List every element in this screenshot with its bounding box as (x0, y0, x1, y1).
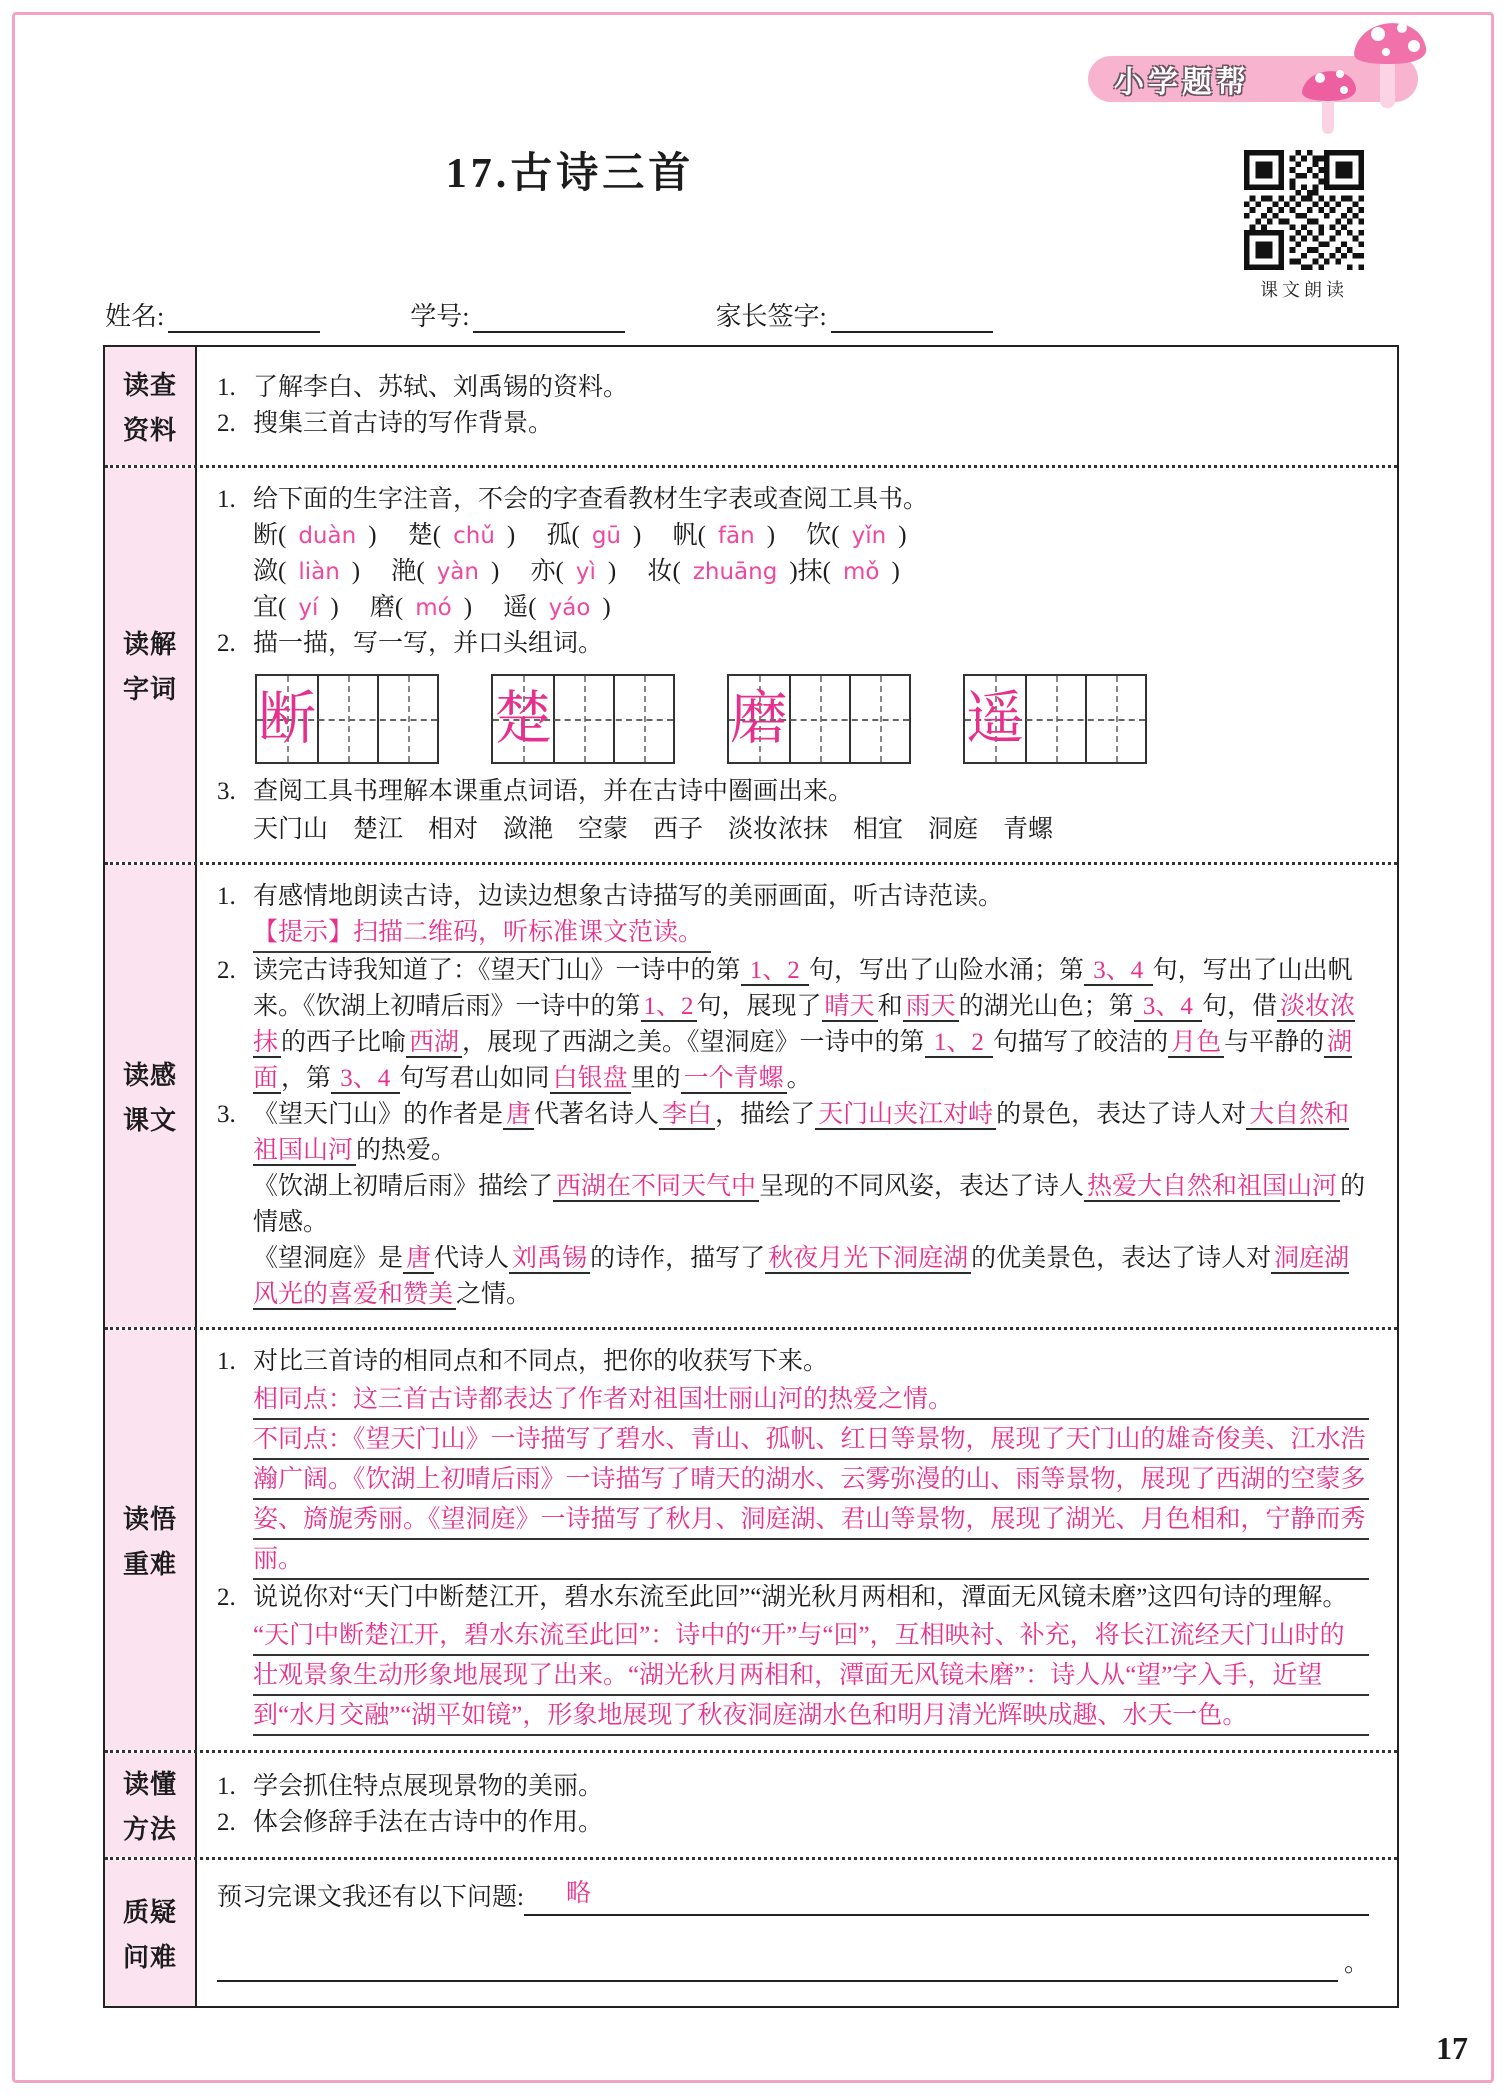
practice-cell[interactable] (493, 676, 553, 762)
list-item: 1. 有感情地朗读古诗，边读边想象古诗描写的美丽画面，听古诗范读。 【提示】扫描二维码，听标准课文范读。 (217, 879, 1369, 953)
row-label-questions: 质疑 问难 (105, 1860, 197, 2006)
name-field (105, 296, 320, 333)
row-read-words (105, 465, 1397, 862)
list-item: 2. 搜集三首古诗的写作背景。 (217, 410, 554, 437)
fill-in-paragraph: 《望天门山》的作者是 唐 代著名诗人 李白 ，描绘了 天门山夹江对峙 的景色，表达了诗人对 大自然和祖国山河 的热爱。 (253, 1101, 1350, 1164)
row-content-read-difficulties (197, 1330, 1397, 1750)
row-label-read-methods: 读懂 方法 (105, 1753, 197, 1857)
practice-grid (727, 674, 911, 764)
question-answer-line[interactable] (217, 1948, 1338, 1982)
practice-grid (491, 674, 675, 764)
practice-cell[interactable] (789, 676, 849, 762)
qr-block (1244, 150, 1364, 302)
row-read-difficulties (105, 1327, 1397, 1750)
pinyin-line: 潋( liàn ) 滟( yàn ) 亦( yì ) 妆( zhuāng )抹( mǒ ) (253, 558, 900, 585)
student-id-field (410, 296, 625, 333)
row-label-read-words: 读解 字词 (105, 468, 197, 862)
list-item: 2. 描一描，写一写，并口头组词。 断 楚 磨 遥 (217, 626, 1369, 774)
name-label: 姓名: (105, 302, 165, 331)
parent-sign-field (715, 296, 992, 333)
handwritten-answer: 不同点：《望天门山》一诗描写了碧水、青山、孤帆、红日等景物，展现了天门山的雄奇俊美、江水浩瀚广阔。《饮湖上初晴后雨》一诗描写了晴天的湖水、云雾弥漫的山、雨等景物，展现了西湖的空蒙多姿、旖旎秀丽。《望洞庭》一诗描写了秋月、洞庭湖、君山等景物，展现了湖光、月色相和，宁静而秀丽。 (253, 1420, 1369, 1580)
practice-cell[interactable] (613, 676, 673, 762)
list-item: 3. 《望天门山》的作者是 唐 代著名诗人 李白 ，描绘了 天门山夹江对峙 的景色，表达了诗人对 大自然和祖国山河 的热爱。 《饮湖上初晴后雨》描绘了 西湖在不同天气中 呈现的不同风姿，表达了诗人 热爱大自然和祖国山河 的情感。 《望洞庭》是 唐 代诗人 刘禹锡 的诗作，描写了 秋夜月光下洞庭湖 的优美景色，表达了诗人对 洞庭湖风光的喜爱和赞美 之情。 (217, 1097, 1369, 1313)
question-prompt: 预习完课文我还有以下问题: (217, 1884, 524, 1911)
student-id-input-line[interactable] (473, 301, 625, 333)
practice-cell[interactable] (849, 676, 909, 762)
row-content-read-research (197, 347, 1397, 465)
practice-cell[interactable] (1085, 676, 1145, 762)
row-read-methods (105, 1750, 1397, 1857)
page-number: 17 (1436, 2030, 1468, 2066)
key-words-list: 天门山 楚江 相对 潋滟 空蒙 西子 淡妆浓抹 相宜 洞庭 青螺 (253, 816, 1054, 843)
list-item: 2. 体会修辞手法在古诗中的作用。 (217, 1809, 604, 1836)
brand-logo-text: 小学题帮 (1114, 66, 1250, 99)
page-title: 17.古诗三首 (445, 151, 695, 197)
handwritten-answer: “天门中断楚江开，碧水东流至此回”：诗中的“开”与“回”，互相映衬、补充，将长江流经天门山时的壮观景象生动形象地展现了出来。“湖光秋月两相和，潭面无风镜未磨”：诗人从“望”字入手，近望到“水月交融”“湖平如镜”，形象地展现了秋夜洞庭湖水色和明月清光辉映成趣、水天一色。 (253, 1616, 1369, 1736)
pinyin-line: 断( duàn ) 楚( chǔ ) 孤( gū ) 帆( fān ) 饮( yǐn ) (253, 522, 907, 549)
compare-task-text: 对比三首诗的相同点和不同点，把你的收获写下来。 (253, 1348, 829, 1375)
reading-task-text: 有感情地朗读古诗，边读边想象古诗描写的美丽画面，听古诗范读。 (253, 883, 1004, 910)
list-item: 1. 对比三首诗的相同点和不同点，把你的收获写下来。 相同点：这三首古诗都表达了作者对祖国壮丽山河的热爱之情。 不同点：《望天门山》一诗描写了碧水、青山、孤帆、红日等景物，展现了天门山的雄奇俊美、江水浩瀚广阔。《饮湖上初晴后雨》一诗描写了晴天的湖水、云雾弥漫的山、雨等景物，展现了西湖的空蒙多姿、旖旎秀丽。《望洞庭》一诗描写了秋月、洞庭湖、君山等景物，展现了湖光、月色相和，宁静而秀丽。 (217, 1344, 1369, 1580)
fill-in-paragraph: 读完古诗我知道了：《望天门山》一诗中的第 1、2 句，写出了山险水涌；第 3、4 句，写出了山出帆来。《饮湖上初晴后雨》一诗中的第 1、2 句，展现了 晴天 和 雨天 的湖光山色；第 3、4 句，借 淡妆浓抹 的西子比喻 西湖 ，展现了西湖之美。《望洞庭》一诗中的第 1、2 句描写了皎洁的 月色 与平静的 湖面 ，第 3、4 句写君山如同 白银盘 里的 一个青螺 。 (253, 957, 1356, 1092)
practice-char: 断 (257, 686, 316, 751)
hint-text: 【提示】扫描二维码，听标准课文范读。 (253, 915, 711, 953)
row-content-read-methods (197, 1753, 1397, 1857)
practice-cell[interactable] (317, 676, 377, 762)
row-label-read-research: 读查 资料 (105, 347, 197, 465)
list-item: 3. 查阅工具书理解本课重点词语，并在古诗中圈画出来。 天门山 楚江 相对 潋滟 空蒙 西子 淡妆浓抹 相宜 洞庭 青螺 (217, 774, 1369, 848)
practice-cell[interactable] (257, 676, 317, 762)
fill-in-paragraph: 《饮湖上初晴后雨》描绘了 西湖在不同天气中 呈现的不同风姿，表达了诗人 热爱大自然和祖国山河 的情感。 (253, 1173, 1366, 1236)
practice-char: 楚 (493, 686, 552, 751)
question-answer: 略 (565, 1880, 591, 1907)
student-id-label: 学号: (410, 302, 470, 331)
qr-caption: 课文朗读 (1260, 280, 1348, 300)
row-content-read-words (197, 468, 1397, 862)
practice-cell[interactable] (377, 676, 437, 762)
header-fields (105, 296, 1285, 333)
lookup-task-text: 查阅工具书理解本课重点词语，并在古诗中圈画出来。 (253, 778, 854, 805)
row-questions (105, 1857, 1397, 2006)
fill-in-paragraph: 《望洞庭》是 唐 代诗人 刘禹锡 的诗作，描写了 秋夜月光下洞庭湖 的优美景色，表达了诗人对 洞庭湖风光的喜爱和赞美 之情。 (253, 1245, 1350, 1308)
practice-grid (255, 674, 439, 764)
row-read-research (105, 347, 1397, 465)
parent-sign-label: 家长签字: (715, 302, 827, 331)
brand-banner (1088, 56, 1418, 102)
worksheet-table (103, 345, 1399, 2008)
practice-cell[interactable] (553, 676, 613, 762)
row-content-questions (197, 1860, 1397, 2006)
name-input-line[interactable] (168, 301, 320, 333)
mushroom-icon (1282, 4, 1432, 164)
row-content-read-text (197, 865, 1397, 1327)
practice-cell[interactable] (729, 676, 789, 762)
list-item: 1. 了解李白、苏轼、刘禹锡的资料。 (217, 374, 629, 401)
practice-char: 遥 (965, 686, 1024, 751)
list-item: 2. 说说你对“天门中断楚江开，碧水东流至此回”“湖光秋月两相和，潭面无风镜未磨”这四句诗的理解。 “天门中断楚江开，碧水东流至此回”：诗中的“开”与“回”，互相映衬、补充，将长江流经天门山时的壮观景象生动形象地展现了出来。“湖光秋月两相和，潭面无风镜未磨”：诗人从“望”字入手，近望到“水月交融”“湖平如镜”，形象地展现了秋夜洞庭湖水色和明月清光辉映成趣、水天一色。 (217, 1580, 1369, 1736)
handwritten-answer: 相同点：这三首古诗都表达了作者对祖国壮丽山河的热爱之情。 (253, 1380, 1369, 1420)
trace-task-text: 描一描，写一写，并口头组词。 (253, 630, 604, 657)
practice-cell[interactable] (965, 676, 1025, 762)
question-answer-line[interactable] (524, 1882, 1369, 1916)
row-label-read-difficulties: 读悟 重难 (105, 1330, 197, 1750)
practice-char: 磨 (729, 686, 788, 751)
list-item: 1. 给下面的生字注音，不会的字查看教材生字表或查阅工具书。 断( duàn ) 楚( chǔ ) 孤( gū ) 帆( fān ) 饮( yǐn ) 潋( liàn ) 滟( yàn ) 亦( yì ) 妆( zhuāng )抹( mǒ ) 宜( yí ) 磨( mó ) 遥( yáo ) (217, 482, 1369, 626)
line-end-period: 。 (1343, 1950, 1369, 1977)
row-label-read-text: 读感 课文 (105, 865, 197, 1327)
qr-code-icon (1244, 150, 1364, 270)
practice-grid (963, 674, 1147, 764)
character-practice-grids (255, 674, 1369, 764)
explain-task-text: 说说你对“天门中断楚江开，碧水东流至此回”“湖光秋月两相和，潭面无风镜未磨”这四句诗的理解。 (253, 1584, 1348, 1611)
pinyin-task-text: 给下面的生字注音，不会的字查看教材生字表或查阅工具书。 (253, 486, 929, 513)
pinyin-line: 宜( yí ) 磨( mó ) 遥( yáo ) (253, 594, 611, 621)
list-item: 2. 读完古诗我知道了：《望天门山》一诗中的第 1、2 句，写出了山险水涌；第 3、4 句，写出了山出帆来。《饮湖上初晴后雨》一诗中的第 1、2 句，展现了 晴天 和 雨天 的湖光山色；第 3、4 句，借 淡妆浓抹 的西子比喻 西湖 ，展现了西湖之美。《望洞庭》一诗中的第 1、2 句描写了皎洁的 月色 与平静的 湖面 ，第 3、4 句写君山如同 白银盘 里的 一个青螺 。 (217, 953, 1369, 1097)
parent-sign-input-line[interactable] (831, 301, 993, 333)
list-item: 1. 学会抓住特点展现景物的美丽。 (217, 1773, 604, 1800)
practice-cell[interactable] (1025, 676, 1085, 762)
row-read-text (105, 862, 1397, 1327)
